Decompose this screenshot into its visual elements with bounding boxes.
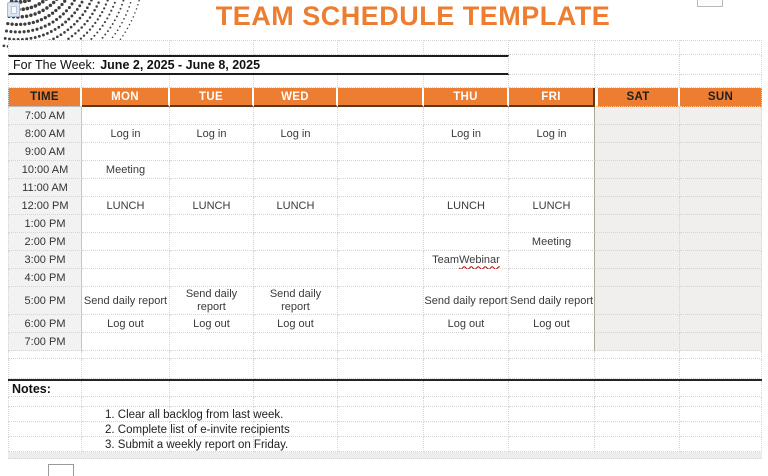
grid-cell: [338, 397, 424, 407]
schedule-cell[interactable]: [595, 251, 680, 269]
schedule-cell[interactable]: [595, 287, 680, 315]
schedule-cell[interactable]: [170, 215, 254, 233]
grid-cell: [680, 351, 762, 359]
schedule-cell[interactable]: Log out: [170, 315, 254, 333]
schedule-cell[interactable]: Meeting: [509, 233, 595, 251]
schedule-cell[interactable]: [338, 125, 424, 143]
schedule-cell[interactable]: [595, 179, 680, 197]
note-item[interactable]: 2. Complete list of e-invite recipients: [105, 423, 290, 436]
grid-cell: [680, 407, 762, 422]
schedule-cell[interactable]: [509, 179, 595, 197]
partial-shape-bottom-left: [48, 464, 74, 476]
page-title: TEAM SCHEDULE TEMPLATE: [215, 1, 611, 31]
schedule-cell[interactable]: [254, 269, 338, 287]
grid-cell: [424, 75, 509, 88]
schedule-cell[interactable]: LUNCH: [82, 197, 170, 215]
column-header-sat[interactable]: SAT: [595, 88, 680, 107]
schedule-cell[interactable]: [680, 287, 762, 315]
time-label[interactable]: 6:00 PM: [8, 315, 82, 333]
schedule-cell[interactable]: [170, 233, 254, 251]
schedule-cell[interactable]: [424, 233, 509, 251]
grid-cell: [338, 381, 424, 397]
grid-cell: [8, 40, 82, 55]
column-header-thu[interactable]: THU: [424, 88, 509, 107]
partial-shape-top-right: [697, 0, 723, 7]
schedule-cell[interactable]: [595, 125, 680, 143]
schedule-cell[interactable]: Send daily report: [424, 287, 509, 315]
schedule-cell[interactable]: [170, 107, 254, 125]
schedule-cell[interactable]: [170, 251, 254, 269]
grid-cell: [680, 40, 762, 55]
week-value[interactable]: June 2, 2025 - June 8, 2025: [100, 58, 261, 72]
grid-cell: [82, 75, 170, 88]
grid-cell: [82, 381, 170, 397]
schedule-cell[interactable]: [509, 251, 595, 269]
schedule-cell[interactable]: [424, 107, 509, 125]
grid-cell: [338, 407, 424, 422]
grid-cell: [82, 397, 170, 407]
grid-row: [8, 161, 762, 179]
schedule-cell[interactable]: [338, 197, 424, 215]
grid-row: [8, 351, 762, 359]
grid-cell: [680, 397, 762, 407]
grid-cell: [595, 55, 680, 75]
schedule-cell[interactable]: Send daily report: [170, 287, 254, 315]
grid-cell: [338, 359, 424, 379]
grid-cell: [509, 397, 595, 407]
time-label[interactable]: 12:00 PM: [8, 197, 82, 215]
schedule-cell[interactable]: LUNCH: [509, 197, 595, 215]
grid-cell: [82, 359, 170, 379]
grid-row: [8, 88, 762, 107]
schedule-cell[interactable]: [254, 333, 338, 351]
grid-cell: [254, 75, 338, 88]
grid-row: [8, 251, 762, 269]
grid-cell: [424, 397, 509, 407]
schedule-cell[interactable]: [254, 161, 338, 179]
grid-cell: [254, 351, 338, 359]
schedule-cell[interactable]: Log out: [509, 315, 595, 333]
schedule-cell[interactable]: [338, 287, 424, 315]
schedule-cell[interactable]: [82, 251, 170, 269]
column-header-fri[interactable]: FRI: [509, 88, 595, 107]
schedule-cell[interactable]: [338, 333, 424, 351]
grid-cell: [8, 407, 82, 422]
schedule-cell[interactable]: [170, 333, 254, 351]
grid-row: [8, 233, 762, 251]
grid-row: [8, 125, 762, 143]
schedule-cell[interactable]: Send daily report: [82, 287, 170, 315]
grid-row: [8, 215, 762, 233]
schedule-cell[interactable]: [254, 251, 338, 269]
time-label[interactable]: 3:00 PM: [8, 251, 82, 269]
week-range-cell[interactable]: [8, 55, 509, 75]
schedule-cell[interactable]: [680, 333, 762, 351]
schedule-cell[interactable]: [595, 161, 680, 179]
grid-cell: [424, 351, 509, 359]
column-header-spacer[interactable]: [338, 88, 424, 107]
schedule-cell[interactable]: [509, 161, 595, 179]
grid-cell: [509, 75, 595, 88]
grid-cell: [338, 437, 424, 452]
grid-row: [8, 107, 762, 125]
time-label[interactable]: 7:00 PM: [8, 333, 82, 351]
schedule-cell[interactable]: [424, 215, 509, 233]
schedule-cell[interactable]: [82, 333, 170, 351]
grid-row: [8, 143, 762, 161]
time-label[interactable]: 4:00 PM: [8, 269, 82, 287]
grid-row: [8, 437, 762, 452]
schedule-cell[interactable]: [680, 197, 762, 215]
grid-row: [8, 397, 762, 407]
grid-cell: [595, 437, 680, 452]
time-label[interactable]: 8:00 AM: [8, 125, 82, 143]
schedule-cell[interactable]: [509, 333, 595, 351]
grid-row: [8, 55, 762, 75]
grid-cell: [254, 397, 338, 407]
grid-cell: [82, 40, 170, 55]
schedule-cell[interactable]: [595, 233, 680, 251]
grid-cell: [595, 381, 680, 397]
column-header-mon[interactable]: MON: [82, 88, 170, 107]
schedule-cell[interactable]: [254, 233, 338, 251]
grid-cell: [424, 381, 509, 397]
grid-row: [8, 333, 762, 351]
grid-cell: [680, 359, 762, 379]
week-label: For The Week:: [13, 58, 96, 72]
schedule-cell[interactable]: [338, 315, 424, 333]
time-label[interactable]: 10:00 AM: [8, 161, 82, 179]
schedule-cell[interactable]: [170, 179, 254, 197]
grid-cell: [254, 40, 338, 55]
grid-cell: [8, 75, 82, 88]
grid-row: [8, 359, 762, 379]
schedule-cell[interactable]: [680, 233, 762, 251]
schedule-cell[interactable]: [509, 269, 595, 287]
schedule-cell[interactable]: [595, 107, 680, 125]
grid-cell: [338, 351, 424, 359]
schedule-cell[interactable]: [680, 107, 762, 125]
grid-cell: [8, 397, 82, 407]
schedule-cell[interactable]: [680, 251, 762, 269]
schedule-cell[interactable]: Log in: [509, 125, 595, 143]
grid-row: [8, 40, 762, 55]
bottom-margin-row: [8, 459, 762, 476]
column-header-tue[interactable]: TUE: [170, 88, 254, 107]
grid-row: [8, 315, 762, 333]
schedule-cell[interactable]: [680, 315, 762, 333]
schedule-cell[interactable]: [680, 143, 762, 161]
grid-cell: [595, 407, 680, 422]
grid-cell: [338, 40, 424, 55]
schedule-cell[interactable]: [170, 161, 254, 179]
grid-cell: [509, 407, 595, 422]
schedule-grid: [8, 40, 762, 476]
grid-cell: [338, 75, 424, 88]
schedule-cell[interactable]: [82, 233, 170, 251]
schedule-cell[interactable]: [82, 179, 170, 197]
grid-cell: [170, 40, 254, 55]
schedule-cell[interactable]: Send daily report: [509, 287, 595, 315]
grid-cell: [680, 422, 762, 437]
grid-cell: [170, 351, 254, 359]
grid-cell: [170, 397, 254, 407]
grid-row: [8, 197, 762, 215]
schedule-cell[interactable]: [595, 315, 680, 333]
schedule-cell[interactable]: LUNCH: [424, 197, 509, 215]
grid-cell: [170, 359, 254, 379]
schedule-cell[interactable]: [82, 143, 170, 161]
grid-cell: [509, 55, 595, 75]
schedule-cell[interactable]: [509, 107, 595, 125]
schedule-cell[interactable]: [338, 251, 424, 269]
gray-band-row: [8, 452, 762, 459]
schedule-cell[interactable]: [338, 107, 424, 125]
grid-cell: [680, 437, 762, 452]
schedule-cell[interactable]: Log in: [170, 125, 254, 143]
grid-cell: [595, 397, 680, 407]
column-header-time[interactable]: TIME: [8, 88, 82, 107]
schedule-cell[interactable]: [595, 197, 680, 215]
time-label[interactable]: 7:00 AM: [8, 107, 82, 125]
grid-cell: [680, 75, 762, 88]
grid-row: [8, 269, 762, 287]
schedule-cell[interactable]: [595, 269, 680, 287]
grid-cell: [509, 422, 595, 437]
schedule-cell[interactable]: [595, 143, 680, 161]
schedule-cell[interactable]: [424, 143, 509, 161]
schedule-cell[interactable]: [82, 215, 170, 233]
grid-cell: [595, 351, 680, 359]
schedule-cell[interactable]: Log out: [424, 315, 509, 333]
grid-cell: [680, 381, 762, 397]
grid-cell: [170, 381, 254, 397]
schedule-cell[interactable]: [680, 215, 762, 233]
schedule-cell[interactable]: Meeting: [82, 161, 170, 179]
schedule-cell[interactable]: Send daily report: [254, 287, 338, 315]
schedule-cell[interactable]: Log out: [254, 315, 338, 333]
schedule-cell[interactable]: LUNCH: [254, 197, 338, 215]
grid-cell: [595, 40, 680, 55]
column-header-sun[interactable]: SUN: [680, 88, 762, 107]
schedule-cell[interactable]: Log in: [424, 125, 509, 143]
time-label[interactable]: 9:00 AM: [8, 143, 82, 161]
grid-cell: [170, 75, 254, 88]
notes-label: Notes:: [12, 382, 51, 396]
grid-row: [8, 287, 762, 315]
grid-cell: [595, 422, 680, 437]
schedule-cell[interactable]: Team Webinar: [424, 251, 509, 269]
schedule-cell[interactable]: Log out: [82, 315, 170, 333]
grid-cell: [8, 351, 82, 359]
grid-cell: [424, 437, 509, 452]
schedule-cell[interactable]: [338, 269, 424, 287]
schedule-cell[interactable]: [254, 107, 338, 125]
grid-cell: [338, 422, 424, 437]
grid-row: [8, 422, 762, 437]
note-item[interactable]: 1. Clear all backlog from last week.: [105, 408, 284, 421]
grid-row: [8, 379, 762, 397]
schedule-cell[interactable]: [595, 215, 680, 233]
schedule-cell[interactable]: [424, 179, 509, 197]
schedule-cell[interactable]: [338, 233, 424, 251]
grid-cell: [595, 75, 680, 88]
schedule-cell[interactable]: [680, 125, 762, 143]
grid-cell: [8, 437, 82, 452]
spellcheck-squiggle: Webinar: [459, 253, 500, 266]
schedule-cell[interactable]: [338, 143, 424, 161]
schedule-cell[interactable]: [424, 333, 509, 351]
schedule-cell[interactable]: [424, 269, 509, 287]
schedule-cell[interactable]: [680, 161, 762, 179]
schedule-cell[interactable]: [509, 143, 595, 161]
grid-cell: [509, 381, 595, 397]
grid-cell: [8, 422, 82, 437]
grid-cell: [8, 359, 82, 379]
schedule-cell[interactable]: [338, 161, 424, 179]
time-label[interactable]: 11:00 AM: [8, 179, 82, 197]
grid-cell: [680, 55, 762, 75]
schedule-cell[interactable]: [254, 215, 338, 233]
grid-cell: [424, 40, 509, 55]
schedule-cell[interactable]: [338, 215, 424, 233]
time-label[interactable]: 2:00 PM: [8, 233, 82, 251]
schedule-cell[interactable]: [595, 333, 680, 351]
grid-cell: [254, 381, 338, 397]
schedule-cell[interactable]: [170, 269, 254, 287]
grid-cell: [509, 437, 595, 452]
schedule-cell[interactable]: [170, 143, 254, 161]
grid-cell: [82, 351, 170, 359]
schedule-cell[interactable]: [338, 179, 424, 197]
schedule-cell[interactable]: [424, 161, 509, 179]
grid-cell: [424, 407, 509, 422]
grid-cell: [595, 359, 680, 379]
grid-row: [8, 407, 762, 422]
grid-row: [8, 75, 762, 88]
grid-cell: [254, 359, 338, 379]
time-label[interactable]: 1:00 PM: [8, 215, 82, 233]
grid-cell: [424, 359, 509, 379]
schedule-cell[interactable]: [82, 269, 170, 287]
schedule-cell[interactable]: [680, 269, 762, 287]
schedule-cell[interactable]: Log in: [82, 125, 170, 143]
grid-cell: [509, 40, 595, 55]
schedule-cell[interactable]: [254, 179, 338, 197]
schedule-cell[interactable]: [509, 215, 595, 233]
schedule-cell[interactable]: Log in: [254, 125, 338, 143]
column-header-wed[interactable]: WED: [254, 88, 338, 107]
grid-row: [8, 179, 762, 197]
grid-cell: [424, 422, 509, 437]
schedule-cell[interactable]: [82, 107, 170, 125]
time-label[interactable]: 5:00 PM: [8, 287, 82, 315]
schedule-cell[interactable]: [254, 143, 338, 161]
schedule-cell[interactable]: [680, 179, 762, 197]
grid-cell: [509, 359, 595, 379]
note-item[interactable]: 3. Submit a weekly report on Friday.: [105, 438, 289, 451]
grid-cell: [509, 351, 595, 359]
schedule-cell[interactable]: LUNCH: [170, 197, 254, 215]
